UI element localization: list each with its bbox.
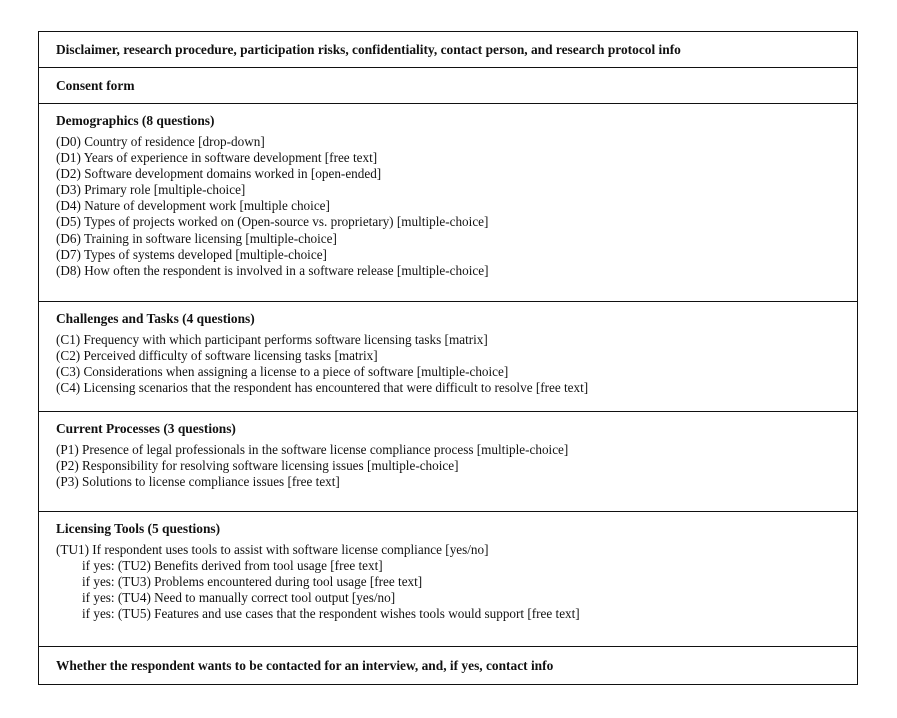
question-item: (D4) Nature of development work [multiple choice] [56, 198, 330, 214]
section-licensing-tools [39, 512, 857, 647]
question-list [56, 134, 841, 279]
question-item: (C4) Licensing scenarios that the respondent has encountered that were difficult to resolve [free text] [56, 380, 589, 396]
question-list [56, 542, 841, 622]
question-item: (P2) Responsibility for resolving software licensing issues [multiple-choice] [56, 458, 459, 474]
section-consent [39, 68, 857, 104]
section-challenges [39, 302, 857, 412]
conditional-question-item: if yes: (TU5) Features and use cases that the respondent wishes tools would support [free text] [82, 606, 580, 622]
question-item: (D6) Training in software licensing [multiple-choice] [56, 230, 337, 246]
survey-structure-table [38, 31, 858, 685]
section-title: Demographics (8 questions) [56, 113, 215, 128]
question-item: (TU1) If respondent uses tools to assist with software license compliance [yes/no] [56, 542, 489, 557]
question-item: (D5) Types of projects worked on (Open-source vs. proprietary) [multiple-choice] [56, 214, 489, 230]
section-title: Challenges and Tasks (4 questions) [56, 311, 255, 326]
question-item: (D0) Country of residence [drop-down] [56, 134, 265, 149]
conditional-question-item: if yes: (TU4) Need to manually correct tool output [yes/no] [82, 590, 396, 606]
section-title: Licensing Tools (5 questions) [56, 521, 221, 536]
question-item: (D7) Types of systems developed [multiple-choice] [56, 246, 327, 262]
question-item: (P3) Solutions to license compliance issues [free text] [56, 474, 340, 490]
section-title: Disclaimer, research procedure, participation risks, confidentiality, contact person, and research protocol info [56, 41, 681, 57]
question-item: (D3) Primary role [multiple-choice] [56, 182, 246, 198]
question-item: (C3) Considerations when assigning a license to a piece of software [multiple-choice] [56, 364, 509, 380]
question-item: (D1) Years of experience in software development [free text] [56, 150, 378, 166]
question-item: (C2) Perceived difficulty of software licensing tasks [matrix] [56, 348, 378, 364]
question-item: (D8) How often the respondent is involved in a software release [multiple-choice] [56, 262, 489, 278]
section-title: Current Processes (3 questions) [56, 421, 236, 436]
section-disclaimer [39, 32, 857, 68]
question-item: (P1) Presence of legal professionals in the software license compliance process [multiple-choice] [56, 442, 569, 457]
section-title: Consent form [56, 77, 135, 93]
section-contact [39, 647, 857, 684]
question-list [56, 332, 841, 396]
section-demographics [39, 104, 857, 302]
conditional-question-item: if yes: (TU2) Benefits derived from tool usage [free text] [82, 558, 383, 574]
question-item: (C1) Frequency with which participant performs software licensing tasks [matrix] [56, 332, 488, 347]
question-item: (D2) Software development domains worked in [open-ended] [56, 166, 382, 182]
question-list [56, 442, 841, 490]
section-processes [39, 412, 857, 512]
section-title: Whether the respondent wants to be contacted for an interview, and, if yes, contact info [56, 657, 554, 673]
conditional-question-item: if yes: (TU3) Problems encountered during tool usage [free text] [82, 574, 423, 590]
